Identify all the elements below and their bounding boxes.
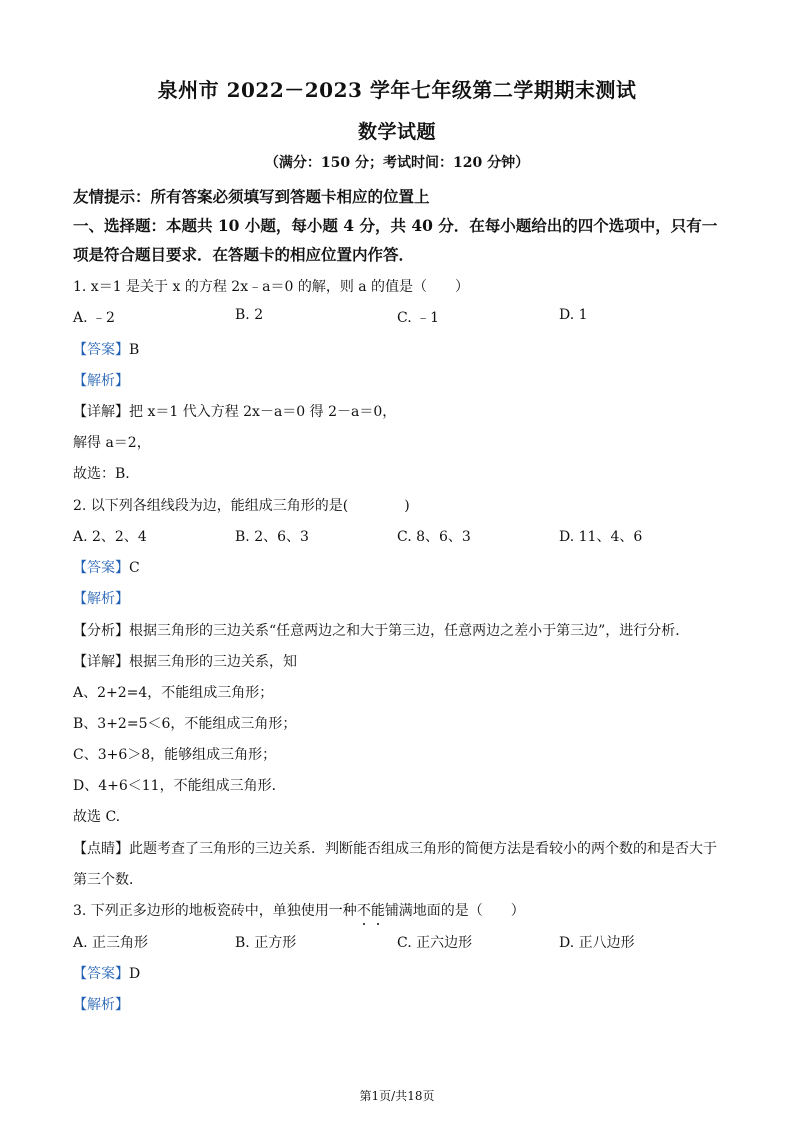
q1-line-1: 解得 a＝2， [73,435,151,451]
q1-line-2: 故选：B. [73,466,130,482]
q2-option-d: D. 11、4、6 [559,529,643,545]
q2-fenxi: 根据三角形的三边关系“任意两边之和大于第三边，任意两边之差小于第三边”，进行分析． [129,623,690,639]
answer-tag: 【答案】 [73,966,129,982]
exam-title: 泉州市 2022－2023 学年七年级第二学期期末测试 [157,78,637,102]
q1-answer-line [73,339,139,359]
q2-line-2: B、3+2=5＜6，不能组成三角形； [73,716,297,732]
q3-stem [73,900,525,920]
q2-fenxi-line [73,620,689,640]
q3-analysis-tag: 【解析】 [73,997,129,1013]
q2-dianjing-1: 此题考查了三角形的三边关系．判断能否组成三角形的简便方法是看较小的两个数的和是否大于 [129,841,717,857]
fenxi-tag: 【分析】 [73,623,129,639]
q2-detail-line [73,651,297,671]
q1-detail-line [73,401,396,421]
q3-option-c: C. 正六边形 [397,935,473,951]
q3-stem-post: 铺满地面的是（ ） [384,903,525,919]
reminder: 友情提示：所有答案必须填写到答题卡相应的位置上 [73,187,430,206]
page-footer: 第1页/共18页 [359,1089,435,1103]
q3-emphasis-char-2: 能 [371,900,385,920]
q3-option-d: D. 正八边形 [559,935,635,951]
dianjing-tag: 【点睛】 [73,841,129,857]
q3-stem-pre: 3. 下列正多边形的地板瓷砖中，单独使用一种 [73,903,357,919]
q2-dianjing-2: 第三个数． [73,872,143,888]
q1-answer: B [129,342,140,358]
q2-line-3: C、3+6＞8，能够组成三角形； [73,747,277,763]
detail-tag: 【详解】 [73,404,129,420]
q1-option-b: B. 2 [235,307,264,323]
q2-line-5: 故选 C. [73,809,121,825]
q2-stem: 2. 以下列各组线段为边，能组成三角形的是( ) [73,498,410,514]
section-heading-line2: 项是符合题目要求．在答题卡的相应位置内作答． [73,245,415,264]
exam-subtitle: 数学试题 [357,121,436,143]
q3-option-a: A. 正三角形 [73,935,149,951]
q1-detail: 把 x＝1 代入方程 2x－a＝0 得 2－a＝0， [129,404,397,420]
q2-option-b: B. 2、6、3 [235,529,309,545]
q3-answer-line [73,963,140,983]
q2-dianjing-line [73,838,717,858]
q3-answer: D [129,966,141,982]
section-heading-line1: 一、选择题：本题共 10 小题，每小题 4 分，共 40 分．在每小题给出的四个选项中，只有一 [73,216,718,235]
q2-line-1: A、2+2=4，不能组成三角形； [73,685,274,701]
answer-tag: 【答案】 [73,560,129,576]
q2-answer: C [129,560,140,576]
q2-option-c: C. 8、6、3 [397,529,471,545]
q1-option-d: D. 1 [559,307,588,323]
q2-detail: 根据三角形的三边关系，知 [129,654,297,670]
q1-stem: 1. x＝1 是关于 x 的方程 2x﹣a＝0 的解，则 a 的值是（ ） [73,279,470,295]
q3-emphasis-char-1: 不 [357,900,371,920]
q1-option-a: A. ﹣2 [73,310,115,326]
answer-tag: 【答案】 [73,342,129,358]
q1-option-c: C. ﹣1 [397,310,440,326]
detail-tag: 【详解】 [73,654,129,670]
q1-analysis-tag: 【解析】 [73,373,129,389]
q2-line-4: D、4+6＜11，不能组成三角形． [73,778,286,794]
q2-option-a: A. 2、2、4 [73,529,147,545]
exam-meta: （满分：150 分；考试时间：120 分钟） [264,155,530,171]
q2-answer-line [73,557,140,577]
q3-option-b: B. 正方形 [235,935,297,951]
q2-analysis-tag: 【解析】 [73,591,129,607]
